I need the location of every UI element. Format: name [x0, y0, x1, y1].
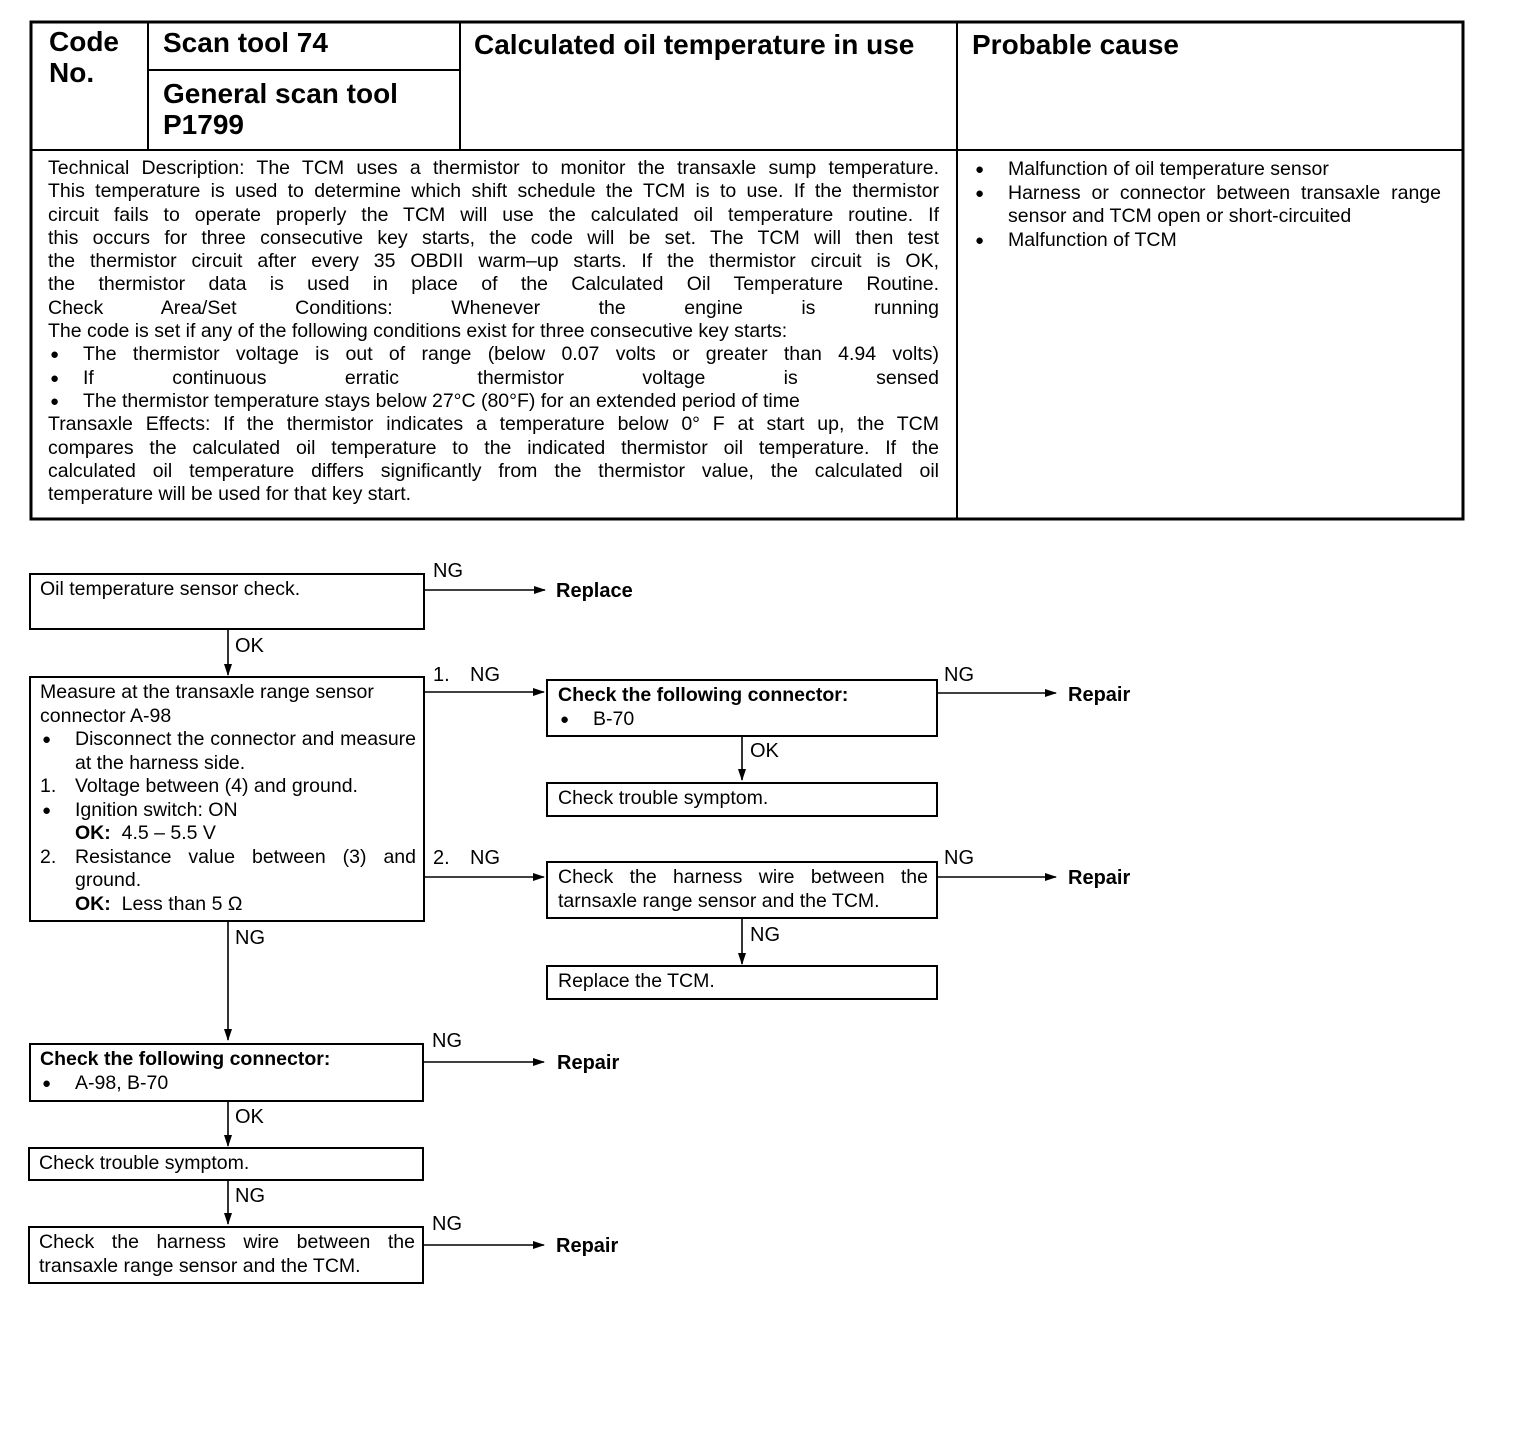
box-title: Check the following connector: [40, 1048, 331, 1070]
description-line: circuit fails to operate properly the TCM will use the calculated oil temperature routine. If [48, 203, 939, 226]
description-line: The code is set if any of the following conditions exist for three consecutive key starts: [48, 320, 788, 343]
ok-value: 4.5 – 5.5 V [121, 822, 216, 844]
box-text: Replace the TCM. [558, 970, 715, 992]
check-connector-b70-box [546, 679, 938, 737]
box-text: Oil temperature sensor check. [40, 578, 301, 600]
check-harness-wire-box [546, 861, 938, 919]
oil-temp-sensor-check-box [29, 573, 425, 630]
replace-tcm-box [546, 965, 938, 1000]
description-line: Technical Description: The TCM uses a thermistor to monitor the transaxle sump temperature. [48, 157, 939, 179]
cause-item: ● Harness or connector between transaxle range sensor and TCM open or short-circuited [973, 182, 1441, 229]
description-line: this occurs for three consecutive key starts, the code will be set. The TCM will then test [48, 226, 939, 249]
box-text: Check trouble symptom. [558, 787, 769, 809]
general-scan-tool-heading: General scan tool P1799 [163, 78, 398, 140]
description-line: the thermistor data is used in place of the Calculated Oil Temperature Routine. [48, 273, 939, 296]
description-line: temperature will be used for that key start. [48, 483, 412, 506]
step-item [40, 775, 416, 799]
condition-bullet: ● If continuous erratic thermistor voltage is sensed [48, 367, 939, 390]
step-bullet: ● Ignition switch: ON [40, 799, 416, 823]
step-text: Voltage between (4) and ground. [75, 775, 358, 797]
scan-tool-heading: Scan tool 74 [163, 27, 328, 58]
ok-label: OK [235, 635, 264, 657]
replace-result: Replace [556, 580, 633, 602]
check-trouble-symptom-box [28, 1147, 424, 1181]
description-line: compares the calculated oil temperature to the indicated thermistor oil temperature. If the [48, 436, 939, 459]
repair-result: Repair [557, 1052, 620, 1074]
step-text: Resistance value between (3) and ground. [75, 845, 416, 891]
repair-result: Repair [556, 1235, 619, 1257]
measure-range-sensor-box [29, 676, 425, 922]
calculated-oil-temp-heading: Calculated oil temperature in use [474, 29, 915, 60]
box-text: Check trouble symptom. [39, 1152, 250, 1174]
check-trouble-symptom-box [546, 782, 938, 817]
probable-cause-heading: Probable cause [972, 29, 1179, 60]
ok-value: Less than 5 Ω [121, 892, 243, 915]
ng-label: NG [432, 1213, 462, 1235]
ok-label: OK: [75, 822, 111, 844]
box-text: Check the harness wire between the tarnsaxle range sensor and the TCM. [558, 866, 928, 912]
ok-label: OK: [75, 892, 111, 915]
box-content [558, 684, 848, 731]
box-text: connector A-98 [40, 704, 172, 727]
ng-label: NG [433, 560, 463, 582]
step-item [40, 846, 416, 893]
ok-spec [40, 893, 416, 917]
box-content [40, 1048, 330, 1095]
repair-result: Repair [1068, 867, 1131, 889]
cause-item: ● Malfunction of oil temperature sensor [973, 158, 1441, 182]
step-one-label: 1. [433, 664, 450, 686]
repair-result: Repair [1068, 684, 1131, 706]
step-bullet: ● Disconnect the connector and measure at the harness side. [40, 728, 416, 775]
ng-label: NG [470, 847, 500, 869]
description-line: Check Area/Set Conditions: Whenever the engine is running [48, 296, 939, 319]
description-line: the thermistor circuit after every 35 OBDII warm–up starts. If the thermistor circuit is OK, [48, 250, 939, 273]
connector-item: ● A-98, B-70 [40, 1072, 330, 1096]
description-line: Transaxle Effects: If the thermistor indicates a temperature below 0° F at start up, the TCM [48, 413, 939, 436]
connector-item: ● B-70 [558, 708, 848, 732]
ok-label: OK [235, 1106, 264, 1128]
ok-label: OK [750, 740, 779, 762]
description-line: calculated oil temperature differs significantly from the thermistor value, the calculated oil [48, 459, 939, 482]
check-connector-a98-b70-box [29, 1043, 424, 1102]
ng-label: NG [470, 664, 500, 686]
box-text: Measure at the transaxle range sensor [40, 681, 374, 703]
condition-bullet: ● The thermistor voltage is out of range (below 0.07 volts or greater than 4.94 volts) [48, 343, 939, 366]
ng-label: NG [750, 924, 780, 946]
ng-label: NG [432, 1030, 462, 1052]
step-number: 2. [40, 845, 57, 868]
condition-bullet: ● The thermistor temperature stays below 27°C (80°F) for an extended period of time [48, 390, 939, 413]
box-text: Check the harness wire between the transaxle range sensor and the TCM. [39, 1231, 415, 1277]
step-two-label: 2. [433, 847, 450, 869]
box-title: Check the following connector: [558, 684, 849, 706]
ng-label: NG [944, 664, 974, 686]
description-line: This temperature is used to determine which shift schedule the TCM is to use. If the thermistor [48, 180, 939, 203]
box-content [40, 681, 416, 916]
code-no-heading: Code No. [49, 26, 119, 88]
ok-spec [40, 822, 416, 846]
ng-label: NG [235, 1185, 265, 1207]
ng-label: NG [235, 927, 265, 949]
step-number: 1. [40, 775, 57, 797]
cause-item: ● Malfunction of TCM [973, 229, 1441, 253]
check-harness-wire-box [28, 1226, 424, 1284]
ng-label: NG [944, 847, 974, 869]
